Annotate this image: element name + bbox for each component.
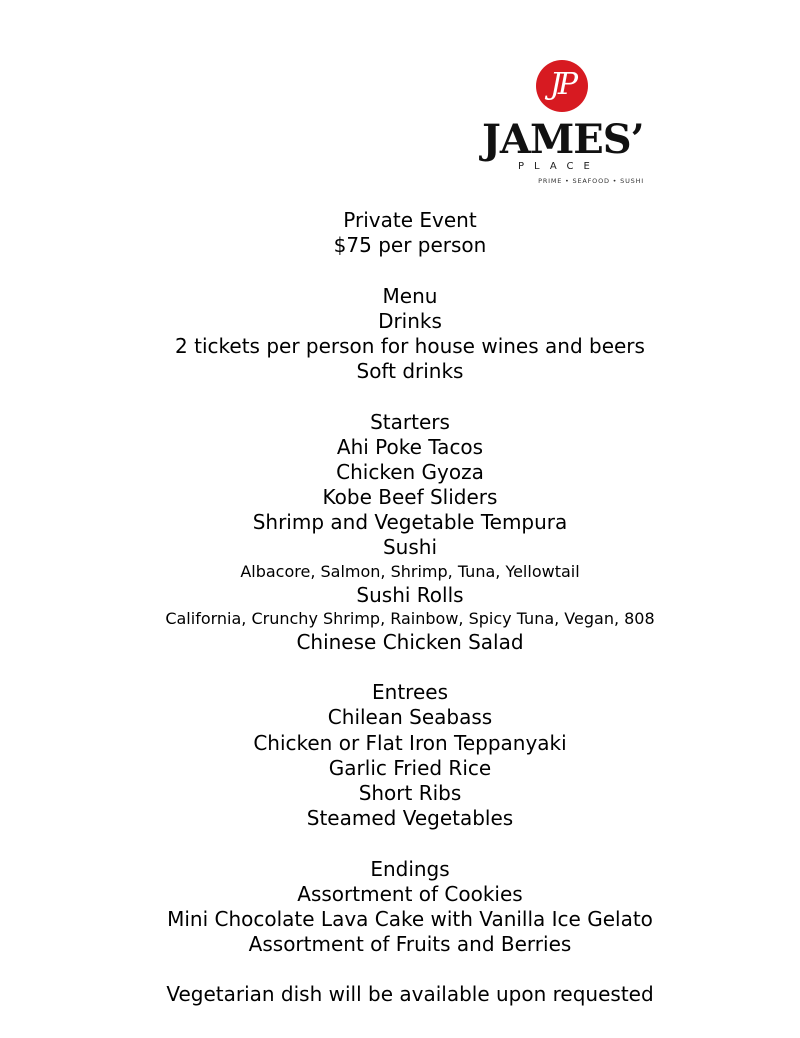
spacer (20, 655, 800, 680)
entrees-item: Chilean Seabass (327, 705, 493, 730)
logo-tagline: PRIME • SEAFOOD • SUSHI (538, 177, 644, 185)
endings-item: Mini Chocolate Lava Cake with Vanilla Ice Gelato (167, 906, 653, 931)
spacer (20, 831, 800, 856)
drinks-item: 2 tickets per person for house wines and beers (175, 333, 645, 358)
sushi-rolls-detail: California, Crunchy Shrimp, Rainbow, Spicy Tuna, Vegan, 808 (165, 608, 655, 628)
drinks-item: Soft drinks (356, 359, 464, 384)
spacer (20, 957, 800, 982)
starters-item: Shrimp and Vegetable Tempura (252, 510, 568, 535)
endings-item: Assortment of Cookies (297, 881, 523, 906)
sushi-detail: Albacore, Salmon, Shrimp, Tuna, Yellowtail (240, 561, 580, 581)
starters-heading: Starters (370, 409, 450, 434)
event-title: Private Event (343, 208, 477, 232)
menu-heading: Menu (382, 283, 438, 308)
starters-item: Ahi Poke Tacos (336, 434, 484, 459)
entrees-item: Chicken or Flat Iron Teppanyaki (253, 730, 567, 755)
starters-item: Chicken Gyoza (336, 459, 484, 484)
starters-item: Kobe Beef Sliders (322, 485, 498, 510)
menu-content (0, 208, 800, 1008)
drinks-heading: Drinks (378, 308, 442, 333)
logo-name: JAMES’ (482, 116, 644, 163)
spacer (20, 384, 800, 409)
entrees-item: Short Ribs (358, 780, 462, 805)
endings-heading: Endings (370, 856, 450, 881)
logo-monogram-badge (536, 60, 588, 112)
entrees-heading: Entrees (372, 680, 448, 705)
sushi-rolls-heading: Sushi Rolls (356, 582, 464, 607)
sushi-heading: Sushi (382, 535, 438, 560)
salad-item: Chinese Chicken Salad (296, 629, 524, 654)
entrees-item: Steamed Vegetables (306, 806, 514, 831)
event-price: $75 per person (333, 233, 487, 258)
restaurant-logo (478, 58, 644, 190)
entrees-item: Garlic Fried Rice (328, 755, 492, 780)
logo-monogram: JP (549, 67, 575, 102)
endings-item: Assortment of Fruits and Berries (248, 932, 572, 957)
spacer (20, 258, 800, 283)
logo-place: PLACE (518, 161, 600, 172)
vegetarian-note: Vegetarian dish will be available upon requested (166, 982, 654, 1007)
